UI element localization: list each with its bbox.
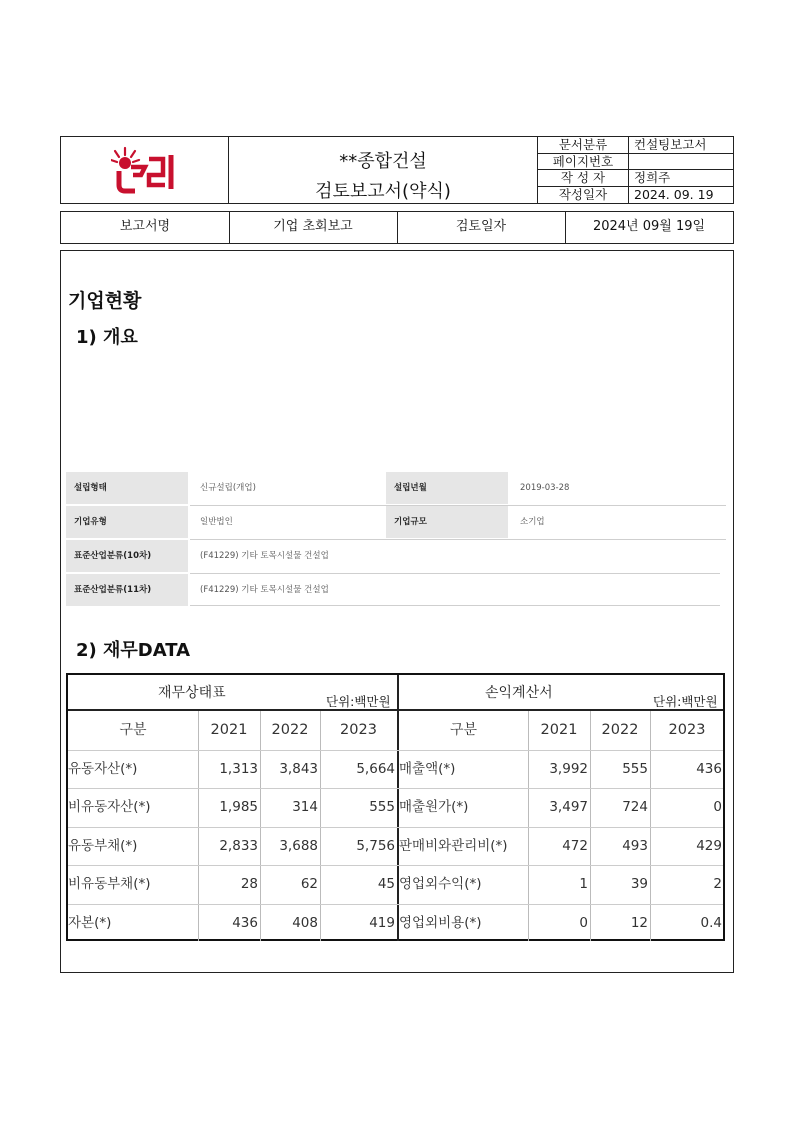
- meta-value: 컨설팅보고서: [634, 137, 707, 152]
- balance-sheet-col-header: 구분: [119, 722, 147, 738]
- overview-value: (F41229) 기타 토목시설물 건설업: [200, 551, 329, 561]
- title-cell: [229, 137, 538, 203]
- meta-row-date: [538, 187, 733, 204]
- income-statement-year-header: 2022: [601, 722, 639, 738]
- review-date-label: 검토일자: [397, 212, 566, 243]
- income-statement-year-header: 2023: [668, 722, 706, 738]
- income-statement-row-value: 3,497: [549, 799, 588, 815]
- overview-value: 일반법인: [200, 517, 233, 527]
- meta-row-category: [538, 137, 733, 154]
- balance-sheet-row-value: 408: [292, 914, 318, 931]
- income-statement-row-value: 2: [713, 876, 722, 892]
- income-statement-title: 손익계산서: [485, 685, 553, 701]
- overview-value: 2019-03-28: [520, 483, 570, 493]
- company-title: **종합건설: [339, 151, 427, 172]
- income-statement-row-label: 매출액(*): [399, 760, 456, 777]
- balance-sheet-year-header: 2023: [340, 722, 377, 738]
- meta-key: 페이지번호: [538, 154, 629, 170]
- balance-sheet-row-label: 자본(*): [68, 914, 112, 931]
- meta-value: 정희주: [634, 170, 671, 185]
- balance-sheet-row-value: 28: [240, 876, 258, 892]
- unit-label: 단위:백만원: [653, 694, 718, 709]
- balance-sheet-row-value: 436: [232, 914, 258, 931]
- balance-sheet-row-value: 2,833: [219, 837, 258, 854]
- income-statement-row-label: 영업외수익(*): [399, 876, 482, 892]
- overview-key: 기업유형: [66, 506, 188, 538]
- income-statement-row-value: 12: [630, 914, 648, 931]
- balance-sheet-row-label: 유동부채(*): [68, 837, 138, 854]
- overview-value: (F41229) 기타 토목시설물 건설업: [200, 585, 329, 595]
- income-statement-row-value: 0: [579, 914, 588, 931]
- balance-sheet-row-value: 5,664: [356, 760, 395, 777]
- income-statement-row-value: 3,992: [549, 760, 588, 777]
- balance-sheet-row-value: 314: [292, 799, 318, 815]
- report-type-title: 검토보고서(약식): [315, 181, 451, 202]
- income-statement-row-label: 판매비와관리비(*): [399, 837, 508, 854]
- row-divider: [190, 573, 720, 574]
- income-statement-year-header: 2021: [540, 722, 578, 738]
- balance-sheet-year-header: 2022: [271, 722, 309, 738]
- income-statement-col-header: 구분: [449, 722, 478, 738]
- meta-row-author: [538, 170, 733, 187]
- section-title: 기업현황: [68, 290, 142, 312]
- income-statement-row-value: 0: [713, 799, 722, 815]
- income-statement-row-value: 493: [622, 837, 648, 854]
- balance-sheet-row-value: 3,843: [279, 760, 318, 777]
- income-statement-row-value: 724: [622, 799, 648, 815]
- income-statement-row-value: 436: [696, 760, 722, 777]
- income-statement-row-value: 555: [622, 760, 648, 777]
- income-statement-row-value: 1: [579, 876, 588, 892]
- overview-title: 1) 개요: [76, 327, 138, 348]
- overview-table: [66, 472, 726, 608]
- report-name-value: 기업 초회보고: [229, 212, 398, 243]
- document-header: [60, 136, 734, 204]
- balance-sheet-row-value: 1,313: [219, 760, 258, 777]
- finance-table: [66, 673, 725, 941]
- income-statement-row-label: 매출원가(*): [399, 799, 469, 815]
- income-statement-row-value: 429: [696, 837, 722, 854]
- overview-key: 표준산업분류(11차): [66, 574, 188, 606]
- row-divider: [68, 750, 723, 751]
- balance-sheet-row-label: 비유동부채(*): [68, 876, 151, 892]
- meta-row-page: [538, 154, 733, 171]
- row-divider: [190, 505, 726, 506]
- row-divider: [68, 788, 723, 789]
- unit-label: 단위:백만원: [326, 694, 391, 709]
- balance-sheet-row-label: 비유동자산(*): [68, 799, 151, 815]
- overview-value: 소기업: [520, 517, 545, 527]
- balance-sheet-row-value: 419: [369, 914, 395, 931]
- income-statement-row-value: 472: [562, 837, 588, 854]
- income-statement-row-value: 0.4: [700, 914, 722, 931]
- balance-sheet-row-value: 1,985: [219, 799, 258, 815]
- company-logo: [111, 145, 183, 195]
- income-statement-row-value: 39: [630, 876, 648, 892]
- logo-cell: [61, 137, 229, 203]
- row-divider: [68, 904, 723, 905]
- overview-key: 설립형태: [66, 472, 188, 504]
- meta-key: 문서분류: [538, 137, 629, 153]
- overview-key: 표준산업분류(10차): [66, 540, 188, 572]
- balance-sheet-row-value: 3,688: [279, 837, 318, 854]
- row-divider: [190, 539, 726, 540]
- balance-sheet-row-label: 유동자산(*): [68, 760, 138, 777]
- balance-sheet-row-value: 555: [369, 799, 395, 815]
- overview-key: 설립년월: [386, 472, 508, 504]
- meta-value: 2024. 09. 19: [634, 186, 714, 202]
- overview-key: 기업규모: [386, 506, 508, 538]
- row-divider: [190, 605, 720, 606]
- row-divider: [68, 827, 723, 828]
- row-divider: [68, 865, 723, 866]
- balance-sheet-header: [68, 675, 397, 711]
- meta-key: 작 성 자: [538, 170, 629, 186]
- balance-sheet-row-value: 45: [377, 876, 395, 892]
- balance-sheet-row-value: 5,756: [356, 837, 395, 854]
- balance-sheet-year-header: 2021: [210, 722, 248, 738]
- balance-sheet-title: 재무상태표: [158, 685, 226, 701]
- finance-title: 2) 재무DATA: [76, 640, 191, 661]
- income-statement-header: [397, 675, 723, 711]
- overview-value: 신규설립(개업): [200, 483, 256, 493]
- review-date-value: 2024년 09월 19일: [592, 219, 706, 234]
- meta-value: [634, 154, 730, 170]
- income-statement-row-label: 영업외비용(*): [399, 914, 482, 931]
- info-bar: [60, 211, 734, 244]
- report-name-label: 보고서명: [61, 212, 230, 243]
- balance-sheet-row-value: 62: [300, 876, 318, 892]
- meta-key: 작성일자: [538, 187, 629, 204]
